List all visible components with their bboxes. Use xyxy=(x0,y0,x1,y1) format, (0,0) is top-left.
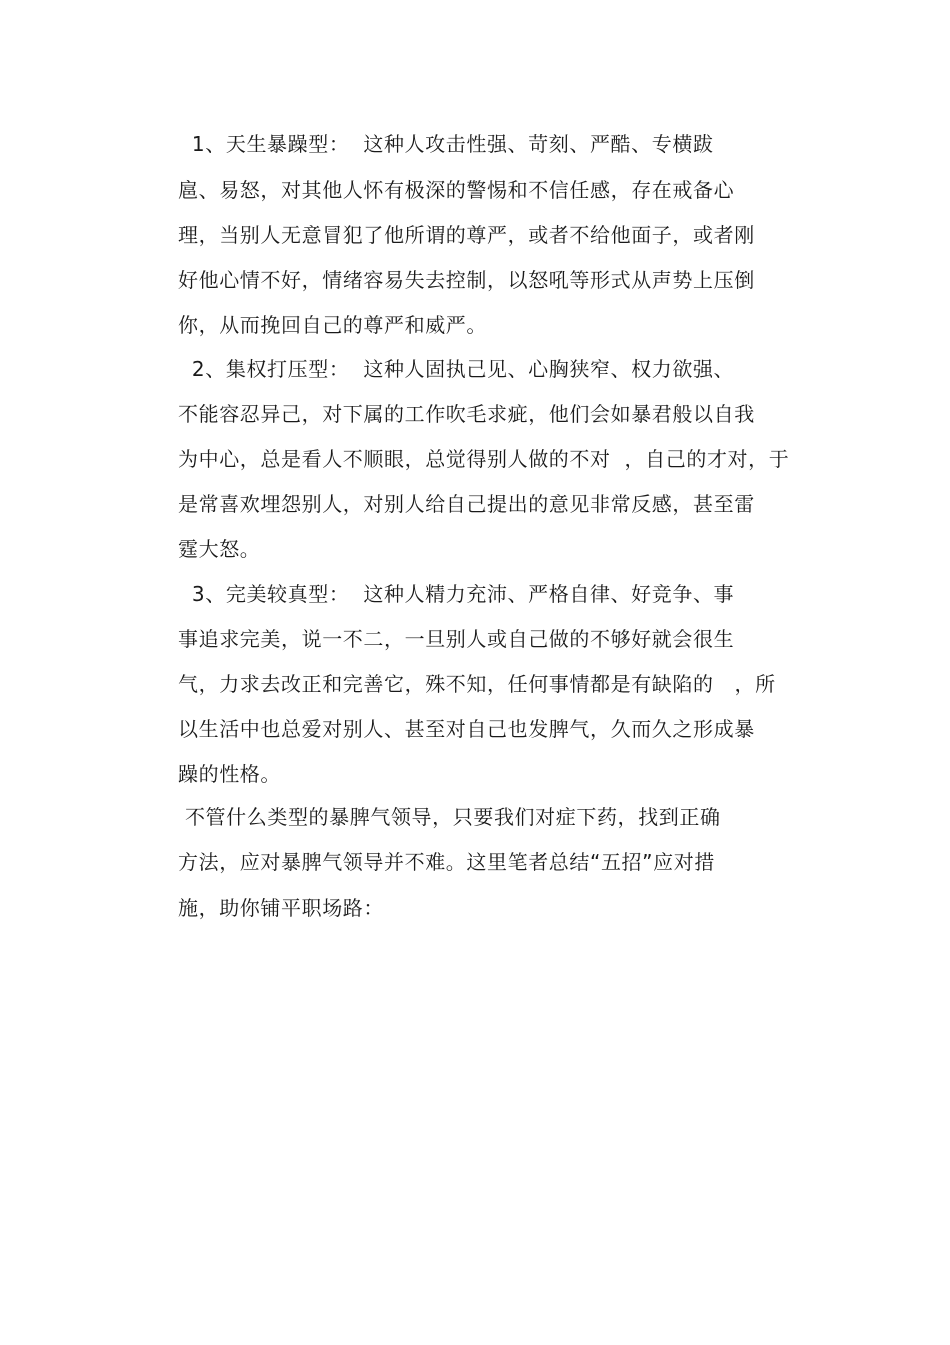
text-line: 不管什么类型的暴脾气领导，只要我们对症下药，找到正确 xyxy=(178,805,721,829)
text-line: 你，从而挽回自己的尊严和威严。 xyxy=(178,313,487,337)
text-line: 3、完美较真型： 这种人精力充沛、严格自律、好竞争、事 xyxy=(178,582,735,606)
text-line: 气，力求去改正和完善它，殊不知，任何事情都是有缺陷的 ，所 xyxy=(178,672,776,696)
text-line: 施，助你铺平职场路： xyxy=(178,896,384,920)
text-line: 2、集权打压型： 这种人固执己见、心胸狭窄、权力欲强、 xyxy=(178,357,735,381)
text-line: 霆大怒。 xyxy=(178,537,261,561)
text-line: 事追求完美，说一不二，一旦别人或自己做的不够好就会很生 xyxy=(178,627,735,651)
text-line: 扈、易怒，对其他人怀有极深的警惕和不信任感，存在戒备心 xyxy=(178,178,735,202)
text-line: 方法，应对暴脾气领导并不难。这里笔者总结“五招”应对措 xyxy=(178,850,715,874)
text-line: 好他心情不好，情绪容易失去控制，以怒吼等形式从声势上压倒 xyxy=(178,268,755,292)
text-line: 为中心，总是看人不顺眼，总觉得别人做的不对 ，自己的才对，于 xyxy=(178,447,790,471)
text-line: 躁的性格。 xyxy=(178,762,281,786)
text-line: 是常喜欢埋怨别人，对别人给自己提出的意见非常反感，甚至雷 xyxy=(178,492,755,516)
text-line: 以生活中也总爱对别人、甚至对自己也发脾气，久而久之形成暴 xyxy=(178,717,755,741)
text-line: 1、天生暴躁型： 这种人攻击性强、苛刻、严酷、专横跋 xyxy=(178,132,714,156)
text-line: 不能容忍异己，对下属的工作吹毛求疵，他们会如暴君般以自我 xyxy=(178,402,755,426)
text-line: 理，当别人无意冒犯了他所谓的尊严，或者不给他面子，或者刚 xyxy=(178,223,755,247)
